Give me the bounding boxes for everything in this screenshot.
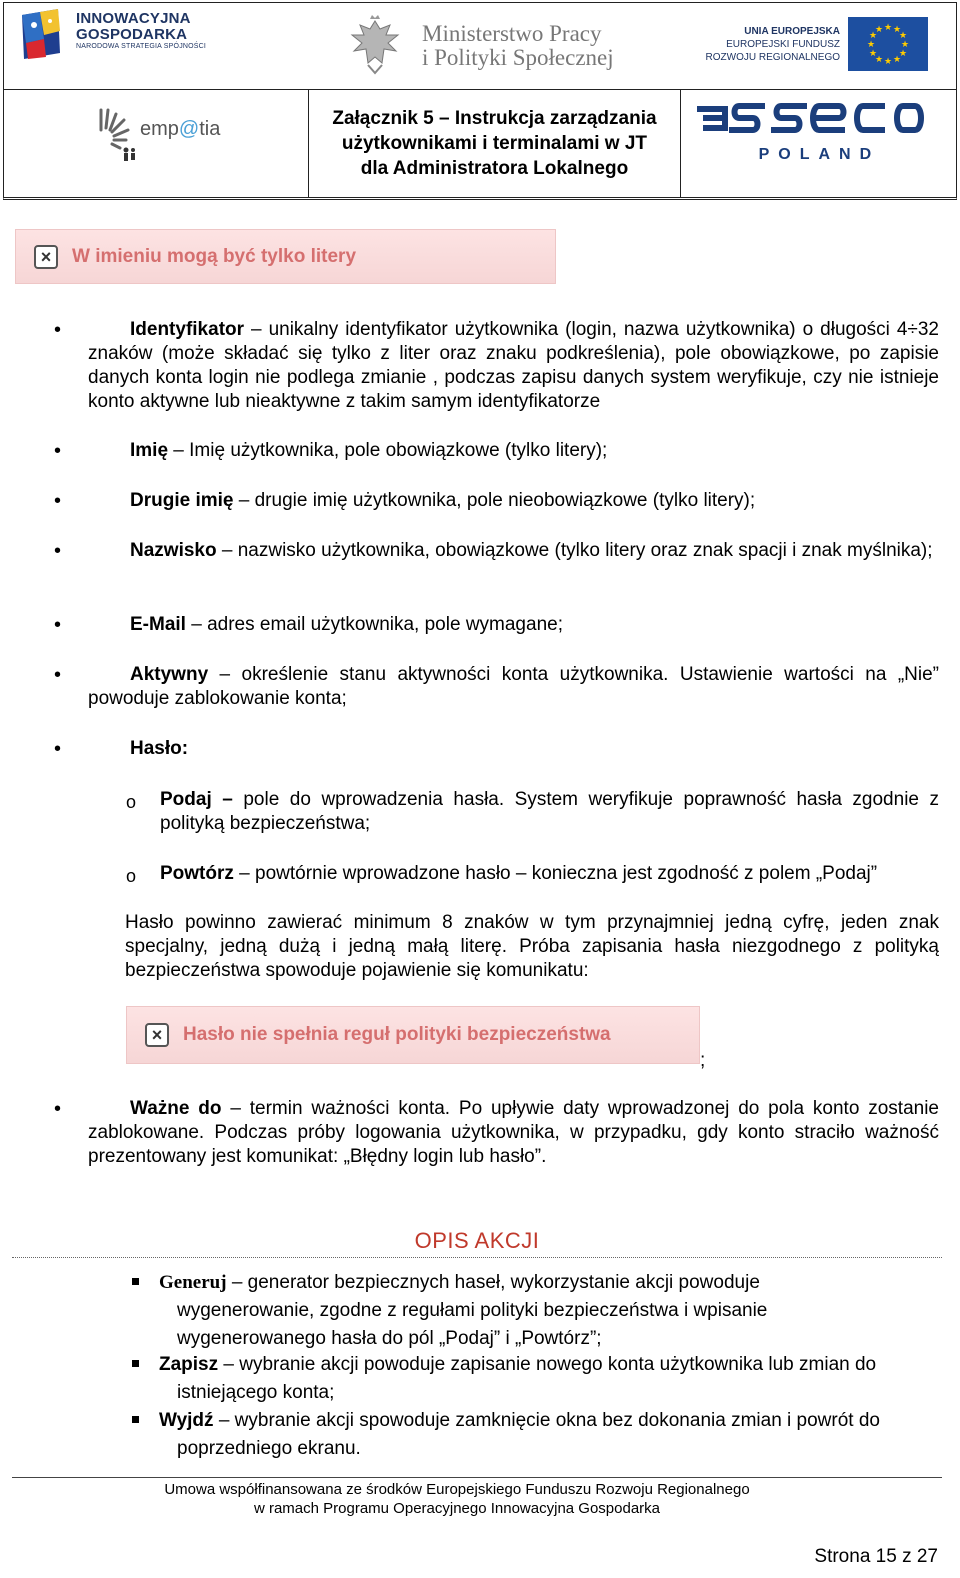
document-title: [332, 106, 656, 181]
gospodarka-line2: GOSPODARKA: [76, 26, 188, 43]
error-message: Hasło nie spełnia reguł polityki bezpieczeństwa: [183, 1024, 611, 1045]
term-zapisz: Zapisz: [159, 1354, 219, 1375]
asseco-poland: POLAND: [758, 146, 881, 163]
ministry-name-line2: i Polityki Społecznej: [422, 45, 614, 70]
asseco-logo-cell: [681, 90, 956, 197]
desc-imie: – Imię użytkownika, pole obowiązkowe (tylko litery);: [168, 440, 608, 461]
desc-identyfikator: – unikalny identyfikator użytkownika (login, nazwa użytkownika) o długości 4÷32 znaków (może składać się tylko z liter oraz znaku podkreślenia), pole obowiązkowe, po zapisie danych konta login nie podlega zmianie , podczas zapisu danych system weryfikuje, czy nie istnieje konto aktywne lub nieaktywne z takim samym identyfikatorze: [88, 319, 939, 412]
header-logos-row: [3, 2, 957, 90]
footer-divider: [12, 1477, 942, 1478]
empatia-word-post: tia: [199, 118, 221, 140]
bullet-drugie-imie: •: [54, 490, 62, 512]
doc-title-line2: użytkownikami i terminalami w JT: [341, 133, 648, 154]
desc-wyjdz-cont: poprzedniego ekranu.: [177, 1438, 361, 1459]
bullet-generuj: [132, 1278, 139, 1285]
innowacyjna-line1: INNOWACYJNA: [76, 10, 191, 27]
term-identyfikator: Identyfikator: [130, 319, 245, 340]
banner-suffix: ;: [700, 1050, 706, 1071]
innowacyjna-gospodarka-flag-icon: [20, 9, 64, 61]
bullet-wyjdz: [132, 1416, 139, 1423]
field-identyfikator: [88, 318, 939, 414]
field-powtorz: [160, 862, 939, 886]
empatia-word-pre: emp: [140, 118, 179, 140]
bullet-imie: •: [54, 440, 62, 462]
ministry-logo: [344, 15, 644, 81]
field-imie: [88, 439, 939, 463]
desc-zapisz-cont: istniejącego konta;: [177, 1382, 335, 1403]
field-aktywny: [88, 663, 939, 711]
term-powtorz: Powtórz: [160, 863, 234, 884]
term-nazwisko: Nazwisko: [130, 540, 217, 561]
svg-text:★: ★: [900, 40, 910, 50]
svg-text:★: ★: [868, 31, 878, 41]
asseco-logo: [693, 100, 933, 170]
action-wyjdz: [159, 1407, 949, 1463]
term-wyjdz: Wyjdź: [159, 1410, 214, 1431]
desc-drugie-imie: – drugie imię użytkownika, pole nieobowiązkowe (tylko litery);: [233, 490, 756, 511]
desc-powtorz: – powtórnie wprowadzone hasło – konieczna jest zgodność z polem „Podaj”: [233, 863, 878, 884]
footer-line1: Umowa współfinansowana ze środków Europejskiego Funduszu Rozwoju Regionalnego: [164, 1481, 750, 1498]
asseco-wordmark: [693, 100, 925, 134]
field-drugie-imie: [88, 489, 939, 513]
empatia-mark-icon: [96, 106, 136, 162]
bullet-email: •: [54, 614, 62, 636]
empatia-logo: [92, 106, 242, 176]
empatia-at-sign: @: [178, 118, 200, 140]
error-close-icon: ×: [34, 245, 58, 269]
innowacyjna-subtitle: NARODOWA STRATEGIA SPÓJNOŚCI: [76, 43, 207, 50]
term-podaj: Podaj –: [160, 789, 233, 810]
eu-text: [706, 25, 840, 64]
desc-generuj-cont1: wygenerowanie, zgodne z regułami polityki bezpieczeństwa i wpisanie: [177, 1300, 768, 1321]
innowacyjna-gospodarka-logo: [16, 7, 216, 67]
bullet-haslo: •: [54, 738, 62, 760]
desc-wyjdz: – wybranie akcji spowoduje zamknięcie okna bez dokonania zmian i powrót do: [213, 1410, 880, 1431]
svg-text:★: ★: [866, 40, 876, 50]
empatia-logo-cell: [4, 90, 309, 197]
svg-text:★: ★: [874, 25, 884, 35]
svg-text:★: ★: [898, 49, 908, 59]
field-wazne-do: [88, 1097, 939, 1169]
svg-text:★: ★: [868, 49, 878, 59]
term-aktywny: Aktywny: [130, 664, 209, 685]
subbullet-podaj: o: [126, 792, 137, 812]
field-podaj: [160, 788, 939, 836]
error-close-icon: ×: [145, 1023, 169, 1047]
error-message: W imieniu mogą być tylko litery: [72, 245, 357, 267]
bullet-nazwisko: •: [54, 540, 62, 562]
password-policy-paragraph: Hasło powinno zawierać minimum 8 znaków w tym przynajmniej jedną cyfrę, jeden znak specjalny, jedną dużą i jedną małą literę. Próba zapisania hasła niezgodnego z polityką bezpieczeństwa spowoduje pojawienie się komunikatu:: [125, 912, 939, 981]
document-title-cell: [309, 90, 680, 197]
bullet-aktywny: •: [54, 664, 62, 686]
bullet-identyfikator: •: [54, 319, 62, 341]
subbullet-powtorz: o: [126, 866, 137, 886]
desc-wazne-do: – termin ważności konta. Po upływie daty wprowadzonej do pola konto zostanie zablokowane. Podczas próby logowania użytkownika, w przypadku, gdy konto straciło ważność prezentowany jest komunikat: „Błędny login lub hasło”.: [88, 1098, 939, 1167]
empatia-wordmark: [140, 118, 220, 141]
ministry-name-line1: Ministerstwo Pracy: [422, 21, 602, 46]
svg-text:★: ★: [892, 25, 902, 35]
svg-text:★: ★: [874, 55, 884, 65]
term-email: E-Mail: [130, 614, 186, 635]
doc-title-line1: Załącznik 5 – Instrukcja zarządzania: [332, 108, 657, 129]
svg-text:★: ★: [883, 23, 893, 33]
desc-email: – adres email użytkownika, pole wymagane;: [185, 614, 563, 635]
desc-generuj: – generator bezpiecznych haseł, wykorzystanie akcji powoduje: [226, 1272, 760, 1293]
page-number: Strona 15 z 27: [814, 1546, 938, 1567]
desc-podaj: pole do wprowadzenia hasła. System weryfikuje poprawność hasła zgodnie z polityką bezpieczeństwa;: [160, 789, 940, 834]
eu-line1: UNIA EUROPEJSKA: [744, 26, 840, 37]
bullet-wazne-do: •: [54, 1098, 62, 1120]
footer-line2: w ramach Programu Operacyjnego Innowacyjna Gospodarka: [253, 1500, 661, 1517]
field-haslo: [88, 737, 939, 761]
svg-text:★: ★: [898, 31, 908, 41]
white-eagle-emblem-icon: [344, 15, 406, 77]
section-heading-opis-akcji: OPIS AKCJI: [414, 1228, 540, 1253]
bullet-zapisz: [132, 1360, 139, 1367]
desc-generuj-cont2: wygenerowanego hasła do pól „Podaj” i „Powtórz”;: [177, 1328, 602, 1349]
svg-text:★: ★: [883, 57, 893, 67]
eu-flag-icon: [848, 17, 928, 71]
svg-text:★: ★: [892, 55, 902, 65]
eu-line2: EUROPEJSKI FUNDUSZ: [726, 39, 840, 50]
eu-line3: ROZWOJU REGIONALNEGO: [705, 52, 840, 63]
heading-divider: [12, 1257, 942, 1258]
error-banner-password-policy: [126, 1006, 700, 1064]
term-wazne-do: Ważne do: [130, 1098, 222, 1119]
field-nazwisko: [88, 539, 939, 563]
field-email: [88, 613, 939, 637]
doc-title-line3: dla Administratora Lokalnego: [360, 158, 629, 179]
term-drugie-imie: Drugie imię: [130, 490, 234, 511]
header-title-row: [3, 89, 957, 200]
desc-zapisz: – wybranie akcji powoduje zapisanie nowego konta użytkownika lub zmian do: [218, 1354, 877, 1375]
eu-logo: [694, 17, 934, 77]
action-generuj: [159, 1269, 949, 1353]
action-zapisz: [159, 1351, 949, 1407]
desc-aktywny: – określenie stanu aktywności konta użytkownika. Ustawienie wartości na „Nie” powoduje zablokowanie konta;: [88, 664, 939, 709]
error-banner-name-letters: [15, 229, 556, 284]
desc-nazwisko: – nazwisko użytkownika, obowiązkowe (tylko litery oraz znak spacji i znak myślnika);: [216, 540, 933, 561]
term-haslo: Hasło:: [130, 738, 189, 759]
term-imie: Imię: [130, 440, 169, 461]
term-generuj: Generuj: [159, 1272, 227, 1293]
